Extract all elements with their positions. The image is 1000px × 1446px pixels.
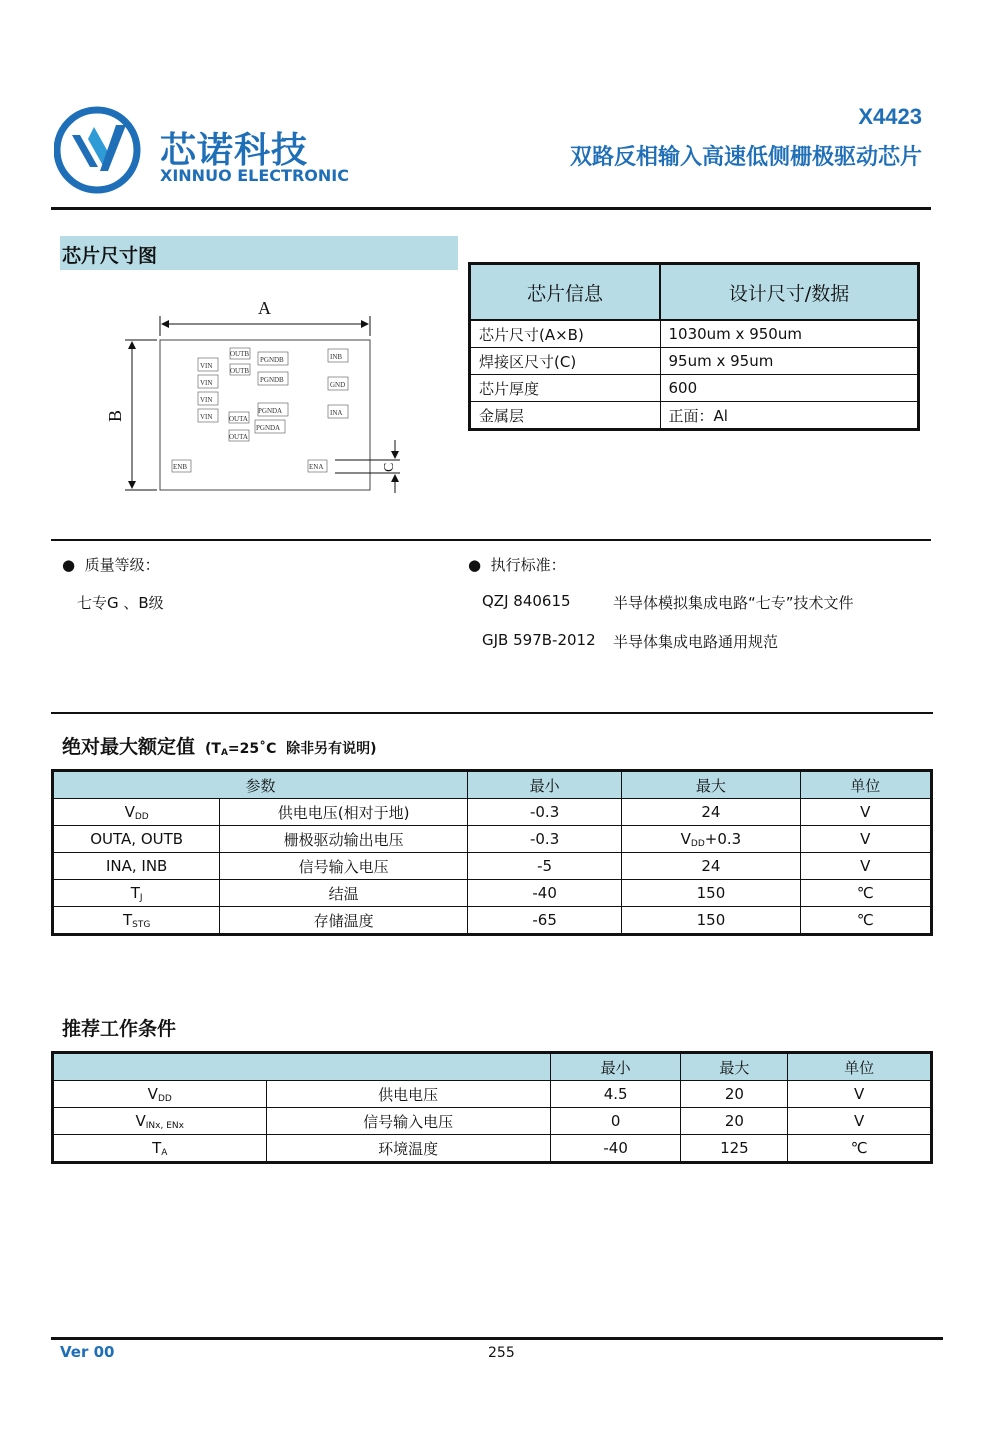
table-row [470, 320, 919, 348]
pad-label: GND [330, 381, 346, 389]
info-label: 金属层 [470, 402, 661, 430]
max-value: 125 [681, 1135, 788, 1163]
header-divider [51, 207, 931, 210]
bullet-icon: ● [62, 556, 85, 574]
symbol-cell: $V_{DD}$ [53, 799, 220, 826]
unit-value: ℃ [800, 907, 931, 935]
chip-size-heading: 芯片尺寸图 [62, 245, 158, 267]
standard-code: GJB 597B-2012 [482, 631, 596, 649]
symbol-cell: INA, INB [53, 853, 220, 880]
brand-name-cn: 芯诺科技 [160, 130, 309, 171]
symbol-cell: $V_{INx, ENx}$ [53, 1108, 267, 1135]
section-divider [51, 539, 931, 541]
unit-header: 单位 [800, 771, 931, 799]
max-value: 24 [622, 853, 800, 880]
pad-label: INB [330, 353, 343, 361]
max-header: 最大 [681, 1053, 788, 1081]
symbol-cell: $T_{STG}$ [53, 907, 220, 935]
pad-label: ENA [309, 463, 324, 471]
symbol-cell: OUTA, OUTB [53, 826, 220, 853]
table-row [470, 375, 919, 402]
pad-label: INA [330, 409, 343, 417]
min-value: -65 [467, 907, 621, 935]
param-name: 信号输入电压 [220, 853, 468, 880]
table-row [53, 1081, 932, 1108]
table-row [470, 348, 919, 375]
max-value: $V_{DD}+0.3$ [622, 826, 800, 853]
info-value: 600 [660, 375, 919, 402]
unit-value: V [800, 826, 931, 853]
dim-c-label: C [382, 462, 397, 472]
min-value: -0.3 [467, 826, 621, 853]
table-row [53, 1108, 932, 1135]
max-value: 20 [681, 1108, 788, 1135]
param-name: 环境温度 [266, 1135, 550, 1163]
min-value: 0 [550, 1108, 681, 1135]
param-header: 参数 [53, 771, 468, 799]
company-logo-icon [54, 105, 144, 195]
info-label: 芯片厚度 [470, 375, 661, 402]
abs-max-table [51, 769, 933, 936]
unit-header: 单位 [788, 1053, 932, 1081]
pad-label: VIN [200, 362, 213, 370]
recommended-heading: 推荐工作条件 [62, 1018, 177, 1040]
pad-label: VIN [200, 396, 213, 404]
pad-label: PGNDA [256, 424, 281, 432]
table-row [53, 907, 932, 935]
unit-value: ℃ [800, 880, 931, 907]
symbol-cell: $T_J$ [53, 880, 220, 907]
min-value: -0.3 [467, 799, 621, 826]
chip-info-header: 芯片信息 [470, 264, 661, 321]
pad-label: PGNDB [260, 356, 284, 364]
param-name: 信号输入电压 [266, 1108, 550, 1135]
standard-desc: 半导体模拟集成电路“七专”技术文件 [613, 594, 854, 612]
bullet-icon: ● [468, 556, 491, 574]
table-row [53, 799, 932, 826]
info-value: 95um x 95um [660, 348, 919, 375]
table-row [53, 853, 932, 880]
max-value: 24 [622, 799, 800, 826]
min-header: 最小 [467, 771, 621, 799]
standard-desc: 半导体集成电路通用规范 [613, 633, 779, 651]
page-number: 255 [488, 1345, 515, 1361]
min-value: -40 [467, 880, 621, 907]
info-label: 焊接区尺寸(C) [470, 348, 661, 375]
max-value: 150 [622, 880, 800, 907]
param-header [53, 1053, 551, 1081]
unit-value: ℃ [788, 1135, 932, 1163]
min-header: 最小 [550, 1053, 681, 1081]
table-row [470, 402, 919, 430]
pad-label: VIN [200, 413, 213, 421]
unit-value: V [800, 799, 931, 826]
param-name: 供电电压 [266, 1081, 550, 1108]
standard-code: QZJ 840615 [482, 592, 571, 610]
footer-divider [51, 1337, 943, 1340]
design-data-header: 设计尺寸/数据 [660, 264, 919, 321]
chip-info-table [468, 262, 920, 431]
max-value: 20 [681, 1081, 788, 1108]
info-value: 正面：Al [660, 402, 919, 430]
param-name: 栅极驱动输出电压 [220, 826, 468, 853]
param-name: 供电电压(相对于地) [220, 799, 468, 826]
chip-dimension-diagram [95, 290, 425, 510]
param-name: 存储温度 [220, 907, 468, 935]
dim-a-label: A [258, 298, 271, 318]
param-name: 结温 [220, 880, 468, 907]
part-title: 双路反相输入高速低侧栅极驱动芯片 [569, 145, 922, 170]
pad-label: OUTA [229, 415, 248, 423]
unit-value: V [788, 1081, 932, 1108]
standards-label: ● 执行标准： [468, 556, 566, 574]
min-value: 4.5 [550, 1081, 681, 1108]
version-label: Ver 00 [60, 1343, 115, 1361]
pad-label: PGNDA [258, 407, 283, 415]
symbol-cell: $V_{DD}$ [53, 1081, 267, 1108]
pad-label: OUTB [230, 350, 250, 358]
table-row [53, 1135, 932, 1163]
abs-max-heading: 绝对最大额定值 ($T_A=25˚C$ 除非另有说明) [62, 736, 377, 758]
dim-b-label: B [105, 409, 125, 422]
quality-value: 七专G 、B级 [77, 594, 164, 612]
pad-label: ENB [173, 463, 187, 471]
quality-label: ● 质量等级： [62, 556, 160, 574]
info-label: 芯片尺寸(A×B) [470, 320, 661, 348]
pad-label: VIN [200, 379, 213, 387]
part-number: X4423 [858, 104, 922, 129]
section-divider [51, 712, 933, 714]
min-value: -5 [467, 853, 621, 880]
recommended-table [51, 1051, 933, 1164]
unit-value: V [800, 853, 931, 880]
unit-value: V [788, 1108, 932, 1135]
symbol-cell: $T_A$ [53, 1135, 267, 1163]
brand-name-en: XINNUO ELECTRONIC [160, 166, 349, 185]
table-row [53, 826, 932, 853]
pad-label: PGNDB [260, 376, 284, 384]
pad-label: OUTA [229, 433, 248, 441]
pad-label: OUTB [230, 367, 250, 375]
max-header: 最大 [622, 771, 800, 799]
table-row [53, 880, 932, 907]
max-value: 150 [622, 907, 800, 935]
min-value: -40 [550, 1135, 681, 1163]
info-value: 1030um x 950um [660, 320, 919, 348]
